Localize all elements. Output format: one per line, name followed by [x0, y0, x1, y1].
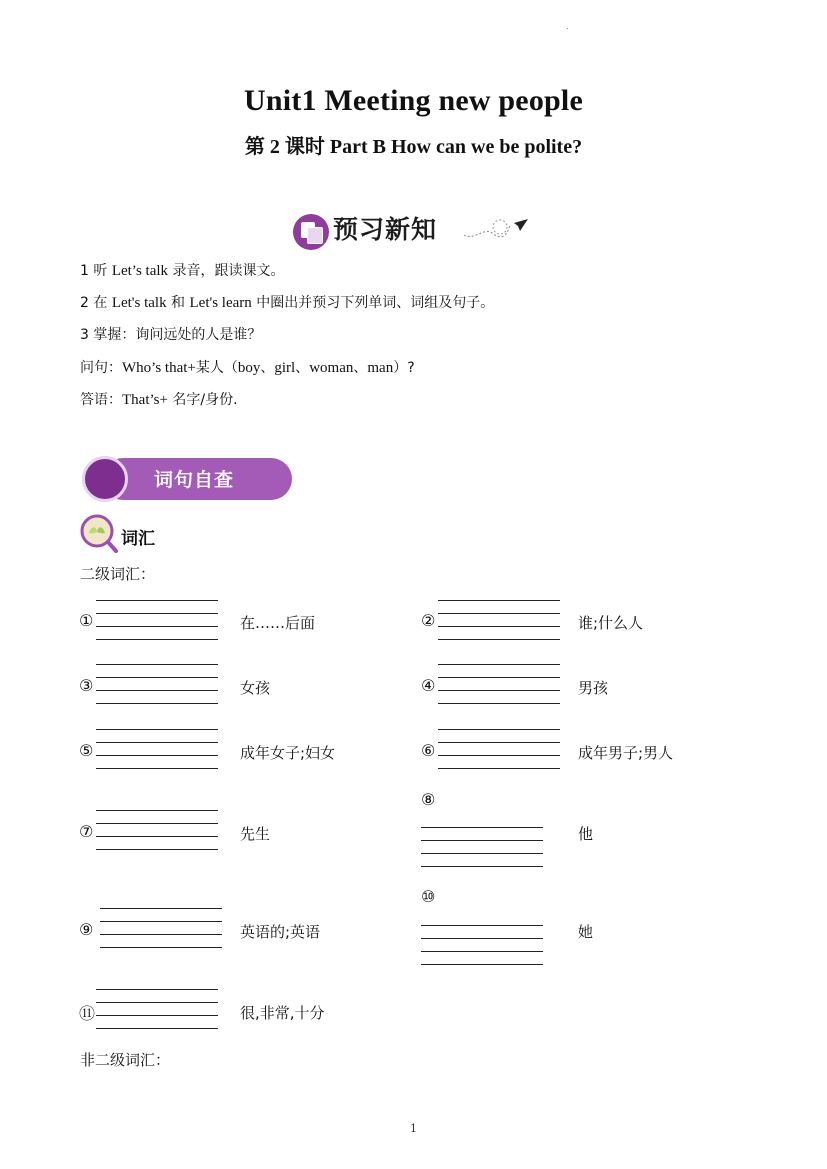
answer-line[interactable]: [438, 626, 560, 627]
answer-line[interactable]: [96, 823, 218, 824]
answer-line[interactable]: [96, 768, 218, 769]
answer-line[interactable]: [438, 664, 560, 665]
answer-line[interactable]: [421, 951, 543, 952]
task-text: Let’s talk: [111, 263, 169, 279]
task-text: Let's learn: [189, 295, 252, 311]
vocab-item-meaning: 女孩: [240, 679, 271, 697]
answer-line[interactable]: [438, 755, 560, 756]
answer-line[interactable]: [438, 600, 560, 601]
preview-task-1: [80, 260, 285, 280]
vocab-item-number: ⑪: [79, 1004, 96, 1023]
vocab-item-meaning: 男孩: [578, 679, 609, 697]
vocab-label: 词汇: [121, 529, 155, 549]
vocab-item-meaning: 谁;什么人: [578, 614, 644, 632]
answer-line[interactable]: [438, 768, 560, 769]
task-text: 中圈出并预习下列单词、词组及句子。: [251, 295, 495, 311]
answer-line[interactable]: [96, 836, 218, 837]
task-text: 1 听: [80, 263, 112, 279]
preview-task-3: [80, 324, 261, 344]
answer-line[interactable]: [96, 626, 218, 627]
task-text: woman: [309, 360, 354, 376]
task-text: ）?: [393, 360, 415, 376]
answer-line[interactable]: [96, 600, 218, 601]
task-text: 名字/身份.: [167, 392, 238, 408]
task-text: Who’s that+: [122, 360, 196, 376]
task-text: boy: [237, 360, 261, 376]
vocab-item-number: ⑨: [79, 920, 94, 939]
vocab-item-meaning: 成年男子;男人: [578, 744, 674, 762]
vocab-item-meaning: 成年女子;妇女: [240, 744, 336, 762]
answer-line[interactable]: [96, 1028, 218, 1029]
task-text: That’s+: [122, 392, 168, 408]
answer-line[interactable]: [421, 840, 543, 841]
answer-line[interactable]: [421, 866, 543, 867]
answer-line[interactable]: [421, 964, 543, 965]
answer-line[interactable]: [96, 742, 218, 743]
answer-line[interactable]: [96, 729, 218, 730]
page-number: 1: [410, 1122, 417, 1135]
answer-line[interactable]: [438, 690, 560, 691]
lesson-subtitle: 第 2 课时 Part B How can we be polite?: [244, 136, 583, 158]
task-text: 答语：: [80, 392, 122, 408]
paper-plane-icon: [462, 213, 532, 243]
vocab-item-number: ⑧: [421, 790, 436, 809]
preview-task-2: [80, 292, 494, 312]
non-level2-vocab-label: 非二级词汇：: [80, 1051, 171, 1069]
leaf-magnifier-icon: [79, 514, 119, 554]
answer-line[interactable]: [100, 921, 222, 922]
answer-line[interactable]: [438, 613, 560, 614]
task-text: 3 掌握：询问远处的人是谁？: [80, 327, 262, 343]
answer-line[interactable]: [438, 703, 560, 704]
vocab-item-meaning: 他: [578, 825, 594, 843]
answer-line[interactable]: [96, 664, 218, 665]
preview-section-title: 预习新知: [333, 215, 438, 244]
answer-line[interactable]: [421, 925, 543, 926]
answer-line[interactable]: [438, 639, 560, 640]
answer-line[interactable]: [421, 938, 543, 939]
vocab-item-number: ④: [421, 676, 436, 695]
vocab-item-number: ⑤: [79, 741, 94, 760]
answer-line[interactable]: [96, 989, 218, 990]
vocab-item-number: ③: [79, 676, 94, 695]
answer-line[interactable]: [96, 690, 218, 691]
answer-line[interactable]: [100, 934, 222, 935]
banner-label: 词句自查: [154, 469, 235, 491]
vocab-item-meaning: 她: [578, 923, 594, 941]
task-text: Let's talk: [111, 295, 167, 311]
page-title: Unit1 Meeting new people: [244, 84, 583, 117]
answer-line[interactable]: [438, 729, 560, 730]
task-text: girl: [274, 360, 296, 376]
task-text: 2 在: [80, 295, 112, 311]
answer-line[interactable]: [96, 1002, 218, 1003]
answer-line[interactable]: [421, 853, 543, 854]
vocab-item-number: ②: [421, 611, 436, 630]
task-text: 、: [295, 360, 310, 376]
answer-line[interactable]: [96, 613, 218, 614]
task-text: 、: [260, 360, 275, 376]
level2-vocab-label: 二级词汇：: [80, 565, 156, 583]
task-text: 问句：: [80, 360, 122, 376]
answer-line[interactable]: [421, 827, 543, 828]
vocab-item-meaning: 英语的;英语: [240, 923, 321, 941]
answer-line[interactable]: [100, 947, 222, 948]
vocab-item-meaning: 先生: [240, 825, 271, 843]
vocab-item-number: ⑩: [421, 887, 436, 906]
answer-line[interactable]: [100, 908, 222, 909]
preview-task-4: [80, 357, 415, 377]
answer-line[interactable]: [96, 810, 218, 811]
task-text: 录音，跟读课文。: [168, 263, 285, 279]
answer-line[interactable]: [96, 849, 218, 850]
task-text: man: [367, 360, 394, 376]
vocab-item-number: ⑦: [79, 822, 94, 841]
vocab-item-number: ⑥: [421, 741, 436, 760]
preview-task-5: [80, 389, 238, 409]
answer-line[interactable]: [96, 639, 218, 640]
vocab-item-number: ①: [79, 611, 94, 630]
answer-line[interactable]: [96, 677, 218, 678]
corner-mark: .: [566, 22, 569, 31]
answer-line[interactable]: [438, 677, 560, 678]
vocab-item-meaning: 在……后面: [240, 614, 316, 632]
task-text: 、: [353, 360, 368, 376]
answer-line[interactable]: [96, 1015, 218, 1016]
answer-line[interactable]: [96, 755, 218, 756]
answer-line[interactable]: [96, 703, 218, 704]
task-text: 和: [166, 295, 190, 311]
task-text: 某人（: [195, 360, 238, 376]
document-icon: [293, 214, 329, 250]
vocab-item-meaning: 很,非常,十分: [240, 1004, 325, 1022]
answer-line[interactable]: [438, 742, 560, 743]
section-banner: [82, 456, 292, 502]
